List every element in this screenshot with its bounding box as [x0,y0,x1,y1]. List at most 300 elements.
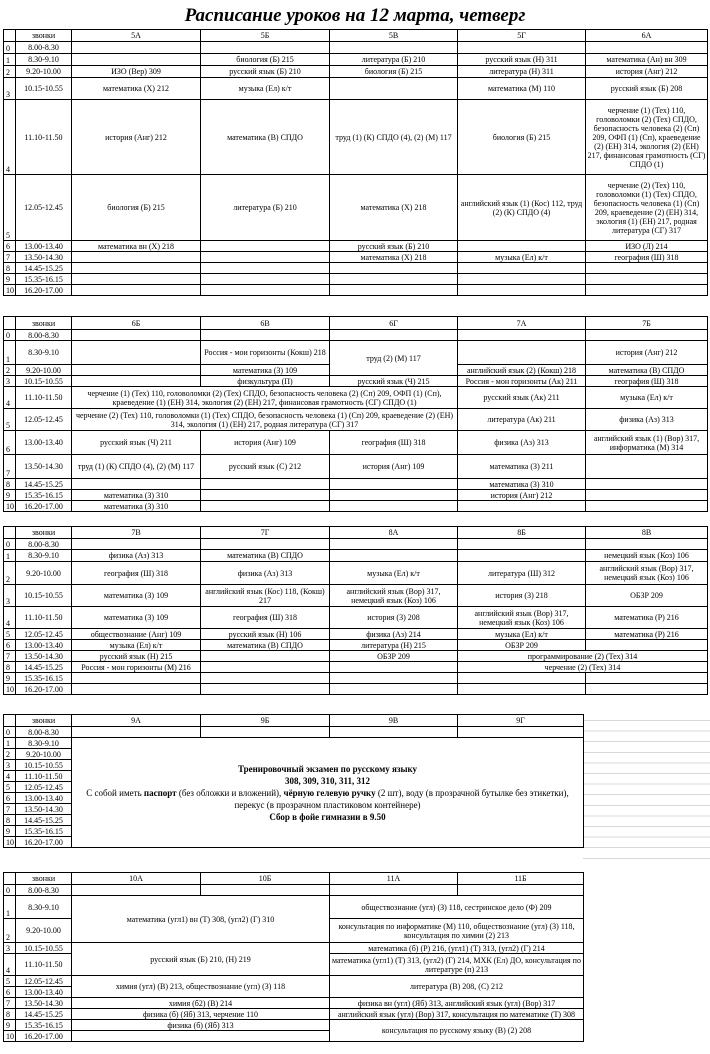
lesson-time: 9.20-10.00 [16,919,72,943]
page-title: Расписание уроков на 12 марта, четверг [184,5,526,26]
empty-cell [4,715,16,727]
empty-cell [72,42,201,54]
lesson-time: 10.15-10.55 [16,943,72,954]
lesson-num: 2 [4,562,16,585]
lesson-cell: математика (Х) 212 [72,78,201,100]
lesson-num: 2 [4,66,16,78]
class-header: 6Б [72,317,201,330]
lesson-num: 10 [4,837,16,848]
lesson-cell: география (Ш) 318 [586,376,708,387]
lesson-time: 13.00-13.40 [16,640,72,651]
lesson-time: 14.45-15.25 [16,479,72,490]
lesson-cell: физика (Аз) 214 [330,629,458,640]
lesson-time: 8.30-9.10 [16,54,72,66]
lesson-cell: английский язык (2) (Кокш) 218 [458,365,586,376]
empty-cell [586,673,708,684]
empty-cell [4,873,16,885]
lesson-time: 12.05-12.45 [16,175,72,241]
lesson-time: 15.35-16.15 [16,1020,72,1031]
empty-cell [586,640,708,651]
lesson-time: 8.30-9.10 [16,738,72,749]
lesson-cell: литература (Ак) 211 [458,409,586,431]
empty-cell [330,263,458,274]
lesson-cell: литература (Б) 210 [201,175,330,241]
lesson-time: 11.10-11.50 [16,771,72,782]
lesson-time: 14.45-15.25 [16,263,72,274]
empty-cell [586,501,708,512]
lesson-cell: математика (З) 109 [72,585,201,607]
empty-cell [330,727,458,738]
lesson-time: 10.15-10.55 [16,78,72,100]
lesson-cell: труд (1) (К) СПДО (4), (2) (М) 117 [72,455,201,479]
lesson-cell: физика вн (угл) (Яб) 313, английский язык (угл) (Вор) 317 [330,998,584,1009]
empty-cell [330,673,458,684]
lesson-time: 16.20-17.00 [16,501,72,512]
lesson-num: 4 [4,771,16,782]
lesson-cell [458,550,586,562]
lesson-time: 16.20-17.00 [16,285,72,296]
lesson-cell: русский язык (Б) 208 [586,78,708,100]
class-header: 6Г [330,317,458,330]
lesson-num: 6 [4,640,16,651]
lesson-num: 4 [4,954,16,976]
lesson-cell: русский язык (Б) 210, (Н) 219 [72,943,330,976]
class-header: 7В [72,527,201,539]
lesson-cell: Россия - мон горизонты (М) 216 [72,662,201,673]
lesson-num: 7 [4,252,16,263]
lesson-num: 1 [4,54,16,66]
lesson-num: 0 [4,330,16,341]
lesson-time: 13.50-14.30 [16,455,72,479]
lesson-num: 3 [4,760,16,771]
lesson-cell [201,241,330,252]
empty-cell [201,684,330,695]
lesson-num: 10 [4,501,16,512]
empty-cell [72,479,201,490]
lesson-cell: математика (З) 211 [458,455,586,479]
lesson-cell: черчение (2) (Тех) 314 [458,662,708,673]
lesson-cell: консультация по информатике (М) 110, обществознание (угл) (З) 118, консультация по химии (2) 213 [330,919,584,943]
lesson-cell: ИЗО (Л) 214 [586,241,708,252]
lesson-cell: география (Ш) 318 [201,607,330,629]
lesson-time: 13.50-14.30 [16,804,72,815]
lesson-cell: труд (2) (М) 117 [330,341,458,376]
schedule-block-6b-7b [3,316,708,512]
empty-cell [458,673,586,684]
lesson-time: 8.00-8.30 [16,42,72,54]
empty-cell [586,479,708,490]
lesson-cell: химия (угл) (В) 213, обществознание (угл) (З) 118 [72,976,330,998]
lesson-num: 4 [4,607,16,629]
lesson-num: 5 [4,409,16,431]
schedule-block-7v-8v [3,526,708,695]
times-header: звонки [16,317,72,330]
lesson-cell: труд (1) (К) СПДО (4), (2) (М) 117 [330,100,458,175]
lesson-cell [72,54,201,66]
lesson-num: 3 [4,376,16,387]
lesson-cell: русский язык (Н) 215 [72,651,201,662]
lesson-num: 6 [4,431,16,455]
empty-cell [586,285,708,296]
class-header: 10Б [201,873,330,885]
lesson-time: 11.10-11.50 [16,954,72,976]
lesson-cell: музыка (Ел) к/т [586,387,708,409]
lesson-cell: математика (З) 310 [72,501,201,512]
lesson-cell: математика (Х) 218 [330,252,458,263]
lesson-cell: ОБЗР 209 [586,585,708,607]
class-header: 11Б [458,873,584,885]
empty-cell [586,263,708,274]
exam-title: Тренировочный экзамен по русскому языку [237,763,418,774]
empty-cell [458,341,586,365]
lesson-cell: английский язык (Вор) 317, немецкий язык (Коз) 106 [330,585,458,607]
lesson-cell: физика (Аз) 313 [458,431,586,455]
lesson-cell: математика (В) СПДО [201,100,330,175]
lesson-num: 6 [4,241,16,252]
spreadsheet-gridlines [583,720,710,868]
empty-cell [201,501,330,512]
lesson-cell: физика (б) (Яб) 313, черчение 110 [72,1009,330,1020]
lesson-cell: английский язык (1) (Кос) 112, труд (2) (К) СПДО (4) [458,175,586,241]
lesson-num: 3 [4,585,16,607]
lesson-num: 4 [4,387,16,409]
empty-cell [201,479,330,490]
empty-cell [458,539,586,550]
lesson-time: 8.30-9.10 [16,896,72,919]
lesson-num: 7 [4,804,16,815]
lesson-cell: история (Анг) 212 [586,66,708,78]
lesson-num: 4 [4,100,16,175]
empty-cell [458,42,586,54]
lesson-cell: математика (Х) 218 [330,175,458,241]
lesson-cell: русский язык (С) 212 [201,455,330,479]
lesson-cell: математика (З) 310 [72,490,201,501]
empty-cell [330,490,458,501]
lesson-cell: математика (угл1) вн (Т) 308, (угл2) (Г) 310 [72,896,330,943]
lesson-time: 8.00-8.30 [16,727,72,738]
lesson-num: 6 [4,987,16,998]
empty-cell [72,341,201,365]
lesson-num: 0 [4,539,16,550]
lesson-cell [72,252,201,263]
lesson-cell: математика (З) 109 [201,365,330,376]
lesson-cell: музыка (Ел) к/т [201,78,330,100]
empty-cell [586,330,708,341]
empty-cell [4,317,16,330]
lesson-cell: физкультура (П) [201,376,330,387]
lesson-cell: русский язык (Б) 210 [201,66,330,78]
lesson-num: 0 [4,727,16,738]
lesson-cell [201,252,330,263]
lesson-num: 8 [4,479,16,490]
empty-cell [586,539,708,550]
lesson-cell: черчение (2) (Тех) 110, головоломки (1) (Тех) СПДО, безопасность человека (1) (Сп) 209, краеведение (2) (ЕН) 314, экология (1) (ЕН) 217, родная литература (СГ) 317 [72,409,458,431]
lesson-cell: история (Анг) 212 [586,341,708,365]
lesson-time: 16.20-17.00 [16,684,72,695]
lesson-cell: история (Анг) 109 [330,455,458,479]
lesson-time: 13.00-13.40 [16,793,72,804]
exam-text: С собой иметь [86,787,142,798]
empty-cell [72,285,201,296]
lesson-time: 8.00-8.30 [16,330,72,341]
lesson-cell: русский язык (Ч) 215 [330,376,458,387]
lesson-num: 1 [4,738,16,749]
lesson-cell: литература (Ш) 312 [458,562,586,585]
lesson-cell: программирование (2) (Тех) 314 [458,651,708,662]
empty-cell [458,263,586,274]
lesson-cell: математика (угл1) (Т) 313, (угл2) (Г) 214, МХК (Ел) ДО, консультация по литературе (п) 213 [330,954,584,976]
exam-meeting: Сбор в фойе гимназии в 9.50 [269,811,386,822]
empty-cell [330,285,458,296]
times-header: звонки [16,30,72,42]
lesson-num: 0 [4,885,16,896]
lesson-time: 9.20-10.00 [16,749,72,760]
class-header: 5Г [458,30,586,42]
lesson-time: 8.30-9.10 [16,341,72,365]
lesson-time: 9.20-10.00 [16,66,72,78]
lesson-time: 13.00-13.40 [16,987,72,998]
lesson-time: 16.20-17.00 [16,1031,72,1042]
lesson-cell [586,455,708,479]
schedule-block-9 [3,714,584,848]
lesson-time: 14.45-15.25 [16,662,72,673]
lesson-cell: русский язык (Ак) 211 [458,387,586,409]
lesson-num: 1 [4,341,16,365]
lesson-cell: русский язык (Н) 311 [458,54,586,66]
lesson-num: 10 [4,1031,16,1042]
lesson-cell: английский язык (Вор) 317, немецкий язык (Коз) 106 [586,562,708,585]
lesson-time: 15.35-16.15 [16,274,72,285]
lesson-time: 10.15-10.55 [16,760,72,771]
lesson-cell: математика (М) 110 [458,78,586,100]
lesson-num: 9 [4,826,16,837]
lesson-cell: биология (Б) 215 [72,175,201,241]
empty-cell [458,684,586,695]
empty-cell [458,885,584,896]
schedule-block-10-11 [3,872,584,1042]
empty-cell [201,673,330,684]
empty-cell [72,1031,330,1042]
lesson-time: 13.50-14.30 [16,252,72,263]
lesson-time: 13.00-13.40 [16,431,72,455]
lesson-cell: Россия - мои горизонты (Кокш) 218 [201,341,330,365]
empty-cell [458,274,586,285]
lesson-cell: литература (Н) 215 [330,640,458,651]
empty-cell [72,263,201,274]
exam-rooms: 308, 309, 310, 311, 312 [284,775,370,786]
class-header: 10А [72,873,201,885]
empty-cell [330,684,458,695]
lesson-cell: музыка (Ел) к/т [458,629,586,640]
lesson-num: 5 [4,629,16,640]
lesson-cell: английский язык (угл) (Вор) 317, консультация по математике (Т) 308 [330,1009,584,1020]
empty-cell [201,651,330,662]
lesson-cell: русский язык (Н) 106 [201,629,330,640]
lesson-cell: математика (З) 310 [458,479,586,490]
lesson-cell: черчение (2) (Тех) 110, головоломки (1) (Тех) СПДО, безопасность человека (1) (Сп) 209, краеведение (2) (ЕН) 314, экология (1) (ЕН) 217, родная литература (СГ) 317 [586,175,708,241]
empty-cell [330,330,458,341]
lesson-cell: физика (Аз) 313 [201,562,330,585]
lesson-cell: ОБЗР 209 [330,651,458,662]
class-header: 11А [330,873,458,885]
lesson-time: 12.05-12.45 [16,976,72,987]
empty-cell [72,885,201,896]
lesson-cell: ОБЗР 209 [458,640,586,651]
lesson-cell: биология (Б) 215 [201,54,330,66]
lesson-num: 0 [4,42,16,54]
empty-cell [201,263,330,274]
lesson-num: 10 [4,285,16,296]
lesson-time: 15.35-16.15 [16,826,72,837]
lesson-cell: английский язык (1) (Вор) 317, информатика (М) 314 [586,431,708,455]
exam-notice [72,738,584,848]
empty-cell [330,42,458,54]
empty-cell [72,274,201,285]
lesson-cell: математика (В) СПДО [201,640,330,651]
lesson-time: 11.10-11.50 [16,387,72,409]
lesson-num: 5 [4,976,16,987]
lesson-cell: история (Анг) 212 [458,490,586,501]
cell [4,30,16,42]
lesson-num: 8 [4,815,16,826]
lesson-time: 15.35-16.15 [16,673,72,684]
schedule-block-5-6a [3,29,708,296]
lesson-cell: биология (Б) 215 [458,100,586,175]
times-header: звонки [16,715,72,727]
empty-cell [586,684,708,695]
lesson-cell: математика (Ан) вн 309 [586,54,708,66]
empty-cell [72,684,201,695]
lesson-cell: литература (Б) 210 [330,54,458,66]
lesson-cell: история (З) 208 [330,607,458,629]
exam-passport: паспорт [143,787,177,798]
class-header: 9А [72,715,201,727]
exam-text: (2 шт), воду (в прозрачной бутылке без этикетки), перекус (в прозрачном пластиковом контейнере) [234,787,569,810]
lesson-time: 8.00-8.30 [16,885,72,896]
lesson-cell: консультация по русскому языку (В) (2) 208 [330,1020,584,1042]
empty-cell [330,662,458,673]
lesson-num: 5 [4,782,16,793]
lesson-cell: черчение (1) (Тех) 110, головоломки (2) (Тех) СПДО, безопасность человека (2) (Сп) 209, ОФП (1) (Сп), краеведение (1) (ЕН) 314, экология (2) (ЕН) 217, финансовая грамотность (СГ) СПДО (1) [72,387,458,409]
lesson-cell: математика (б) (Р) 216, (угл1) (Т) 313, (угл2) (Г) 214 [330,943,584,954]
lesson-time: 16.20-17.00 [16,837,72,848]
lesson-num: 7 [4,651,16,662]
empty-cell [72,539,201,550]
empty-cell [330,885,458,896]
lesson-cell: английский язык (Вор) 317, немецкий язык (Коз) 106 [458,607,586,629]
lesson-time: 9.20-10.00 [16,562,72,585]
class-header: 9Б [201,715,330,727]
lesson-cell: биология (Б) 215 [330,66,458,78]
lesson-time: 15.35-16.15 [16,490,72,501]
lesson-num: 2 [4,749,16,760]
empty-cell [72,365,201,376]
lesson-time: 13.00-13.40 [16,241,72,252]
lesson-num: 8 [4,1009,16,1020]
empty-cell [458,501,586,512]
empty-cell [4,527,16,539]
lesson-cell: ИЗО (Вер) 309 [72,66,201,78]
lesson-cell: математика (Р) 216 [586,629,708,640]
lesson-time: 12.05-12.45 [16,409,72,431]
lesson-cell [330,550,458,562]
empty-cell [458,330,586,341]
lesson-time: 8.00-8.30 [16,539,72,550]
lesson-cell: математика (В) СПДО [586,365,708,376]
lesson-cell: русский язык (Б) 210 [330,241,458,252]
lesson-cell [72,376,201,387]
empty-cell [201,274,330,285]
lesson-cell: Россия - мон горизонты (Ак) 211 [458,376,586,387]
class-header: 5В [330,30,458,42]
times-header: звонки [16,873,72,885]
class-header: 6А [586,30,708,42]
lesson-num: 10 [4,684,16,695]
lesson-num: 8 [4,263,16,274]
class-header: 9Г [458,715,584,727]
empty-cell [201,885,330,896]
lesson-cell: русский язык (Ч) 211 [72,431,201,455]
lesson-num: 5 [4,175,16,241]
lesson-cell: английский язык (Кос) 118, (Кокш) 217 [201,585,330,607]
lesson-cell: музыка (Ел) к/т [330,562,458,585]
lesson-cell: музыка (Ел) к/т [458,252,586,263]
lesson-num: 9 [4,490,16,501]
exam-pen: чёрную гелевую ручку [283,787,376,798]
lesson-cell: немецкий язык (Коз) 106 [586,550,708,562]
lesson-cell: математика (Р) 216 [586,607,708,629]
lesson-time: 11.10-11.50 [16,100,72,175]
empty-cell [201,330,330,341]
exam-text: (без обложки и вложений), [178,787,282,798]
lesson-cell: химия (б2) (В) 214 [72,998,330,1009]
class-header: 8Б [458,527,586,539]
empty-cell [72,330,201,341]
lesson-num: 2 [4,919,16,943]
lesson-num: 1 [4,896,16,919]
times-header: звонки [16,527,72,539]
class-header: 8В [586,527,708,539]
class-header: 9В [330,715,458,727]
empty-cell [201,285,330,296]
lesson-time: 8.30-9.10 [16,550,72,562]
lesson-time: 10.15-10.55 [16,376,72,387]
lesson-num: 9 [4,274,16,285]
empty-cell [330,274,458,285]
empty-cell [201,662,330,673]
lesson-num: 1 [4,550,16,562]
empty-cell [330,479,458,490]
lesson-time: 13.50-14.30 [16,651,72,662]
empty-cell [586,42,708,54]
lesson-time: 14.45-15.25 [16,1009,72,1020]
empty-cell [201,42,330,54]
lesson-cell [330,78,458,100]
lesson-cell: черчение (1) (Тех) 110, головоломки (2) (Тех) СПДО, безопасность человека (2) (Сп) 209, ОФП (1) (Сп), краеведение (2) (ЕН) 314, экология (2) (ЕН) 217, финансовая грамотность (СГ) СПДО (1) [586,100,708,175]
lesson-cell [458,241,586,252]
lesson-cell: география (Ш) 318 [330,431,458,455]
lesson-cell: музыка (Ел) к/т [72,640,201,651]
empty-cell [201,490,330,501]
lesson-num: 9 [4,1020,16,1031]
lesson-num: 7 [4,455,16,479]
lesson-cell: обществознание (угл) (З) 118, сестринское дело (Ф) 209 [330,896,584,919]
lesson-time: 13.50-14.30 [16,998,72,1009]
lesson-cell: география (Ш) 318 [586,252,708,263]
empty-cell [458,727,584,738]
lesson-time: 14.45-15.25 [16,815,72,826]
lesson-cell: литература (В) 208, (С) 212 [330,976,584,998]
